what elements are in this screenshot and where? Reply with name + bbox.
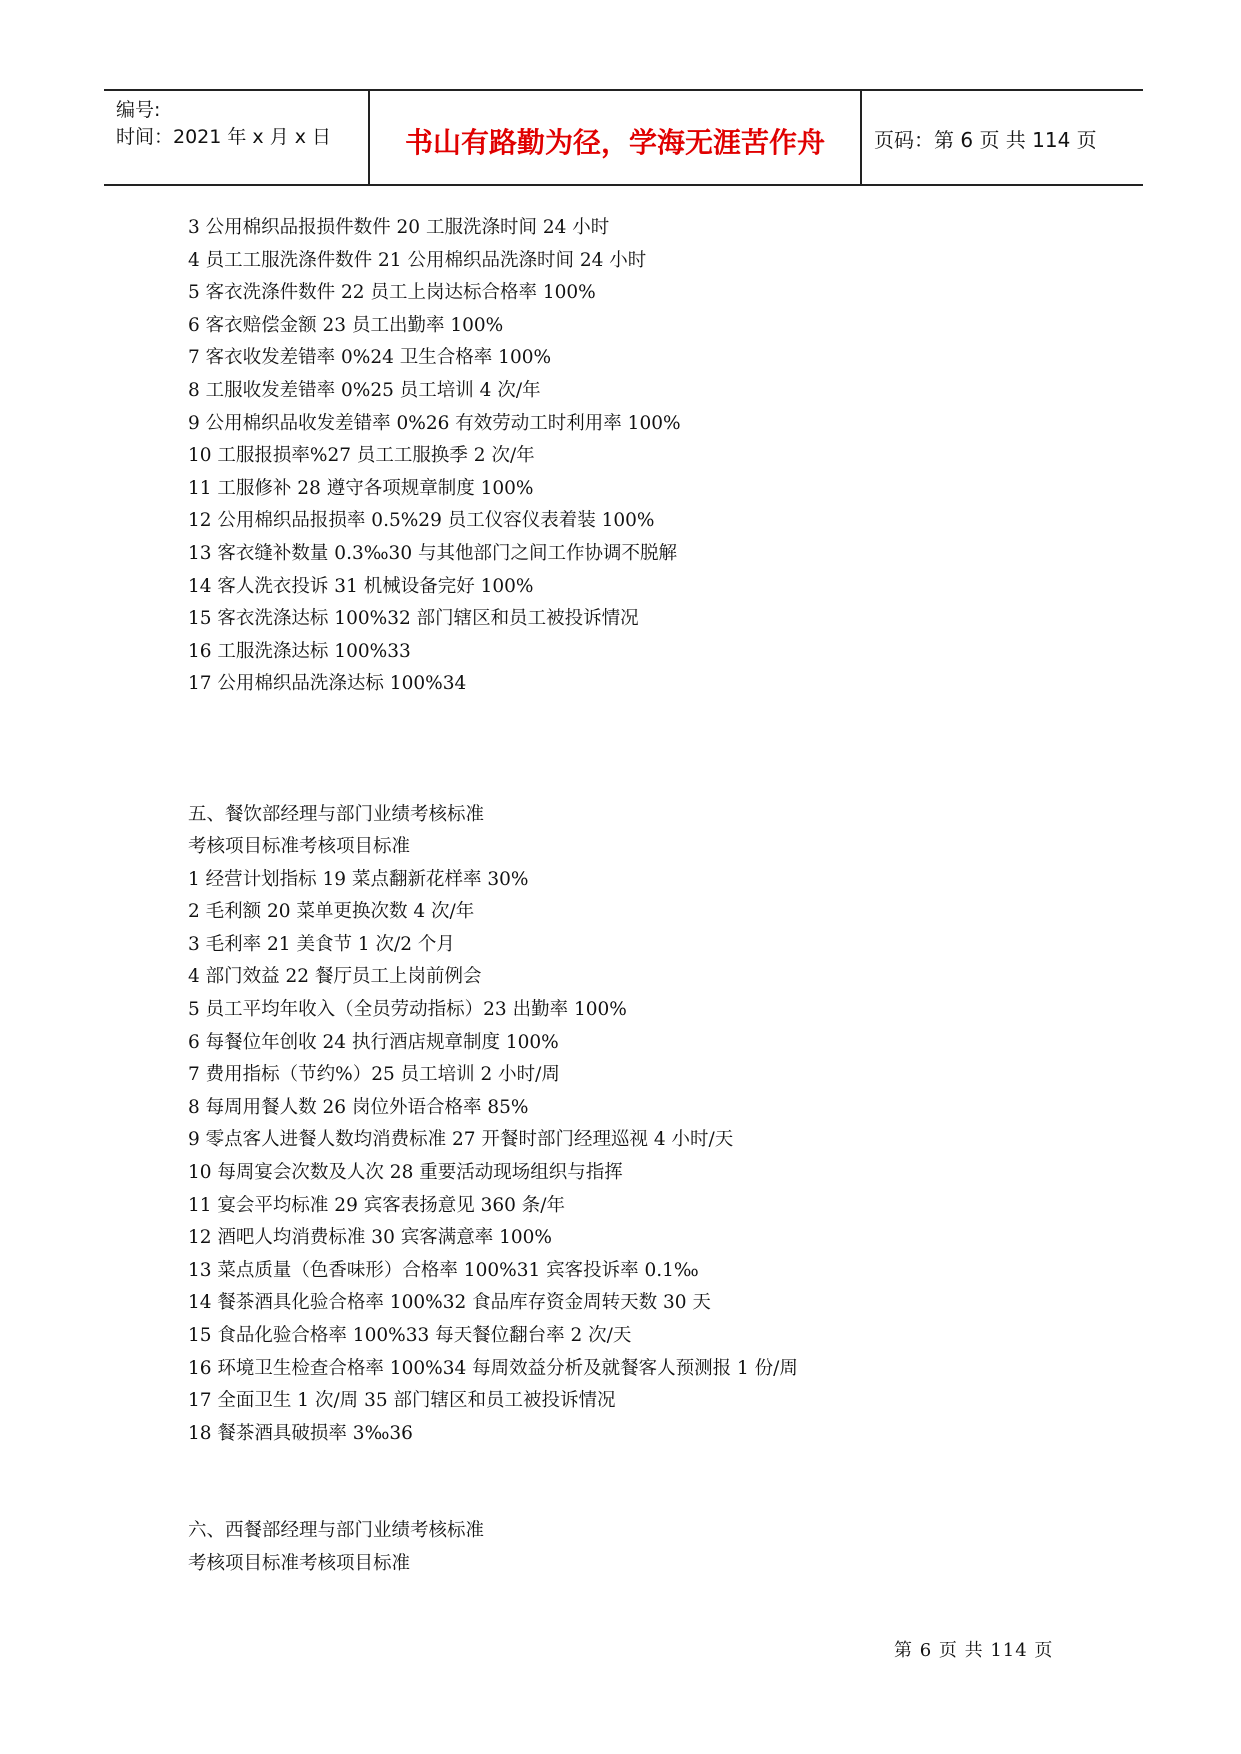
list-item: 7 客衣收发差错率 0%24 卫生合格率 100%: [188, 347, 552, 369]
list-item: 13 菜点质量（色香味形）合格率 100%31 宾客投诉率 0.1‰: [188, 1259, 699, 1281]
list-item: 11 宴会平均标准 29 宾客表扬意见 360 条/年: [188, 1194, 566, 1216]
list-item: 5 客衣洗涤件数件 22 员工上岗达标合格率 100%: [188, 282, 596, 304]
list-item: 15 食品化验合格率 100%33 每天餐位翻台率 2 次/天: [188, 1325, 632, 1346]
list-item: 17 全面卫生 1 次/周 35 部门辖区和员工被投诉情况: [188, 1390, 616, 1412]
section-subtitle: 考核项目标准考核项目标准: [188, 836, 411, 858]
section-subtitle: 考核项目标准考核项目标准: [188, 1552, 411, 1574]
list-item: 8 工服收发差错率 0%25 员工培训 4 次/年: [188, 379, 541, 401]
section-gap: [188, 1450, 1088, 1515]
list-item: 10 工服报损率%27 员工工服换季 2 次/年: [188, 445, 535, 467]
section-6: [188, 1515, 1088, 1580]
header-page-code: 页码：第 6 页 共 114 页: [874, 128, 1097, 152]
section-gap: [188, 766, 1088, 799]
page-footer: 第 6 页 共 114 页: [894, 1640, 1054, 1661]
list-item: 10 每周宴会次数及人次 28 重要活动现场组织与指挥: [188, 1162, 623, 1184]
section-4-list: [188, 212, 1088, 701]
list-item: 14 客人洗衣投诉 31 机械设备完好 100%: [188, 575, 534, 597]
list-item: 18 餐茶酒具破损率 3‰36: [188, 1422, 413, 1444]
list-item: 15 客衣洗涤达标 100%32 部门辖区和员工被投诉情况: [188, 608, 639, 630]
section-5: [188, 799, 1088, 1451]
list-item: 17 公用棉织品洗涤达标 100%34: [188, 673, 467, 695]
list-item: 14 餐茶酒具化验合格率 100%32 食品库存资金周转天数 30 天: [188, 1292, 711, 1314]
section-title: 六、西餐部经理与部门业绩考核标准: [188, 1520, 485, 1542]
list-item: 9 零点客人进餐人数均消费标准 27 开餐时部门经理巡视 4 小时/天: [188, 1129, 734, 1151]
list-item: 12 公用棉织品报损率 0.5%29 员工仪容仪表着装 100%: [188, 510, 655, 532]
list-item: 7 费用指标（节约%）25 员工培训 2 小时/周: [188, 1064, 560, 1086]
list-item: 16 环境卫生检查合格率 100%34 每周效益分析及就餐客人预测报 1 份/周: [188, 1357, 798, 1379]
list-item: 16 工服洗涤达标 100%33: [188, 640, 411, 662]
document-body: [188, 212, 1088, 1581]
section-gap: [188, 701, 1088, 766]
list-item: 2 毛利额 20 菜单更换次数 4 次/年: [188, 901, 475, 923]
page-header: [104, 89, 1143, 186]
document-number-label: 编号:: [116, 99, 161, 121]
list-item: 13 客衣缝补数量 0.3‰30 与其他部门之间工作协调不脱解: [188, 542, 677, 564]
list-item: 3 毛利率 21 美食节 1 次/2 个月: [188, 933, 455, 955]
list-item: 9 公用棉织品收发差错率 0%26 有效劳动工时利用率 100%: [188, 412, 681, 434]
list-item: 1 经营计划指标 19 菜点翻新花样率 30%: [188, 868, 529, 890]
header-motto-cell: [368, 91, 862, 184]
header-motto: 书山有路勤为径，学海无涯苦作舟: [404, 126, 825, 159]
list-item: 3 公用棉织品报损件数件 20 工服洗涤时间 24 小时: [188, 217, 610, 238]
list-item: 6 客衣赔偿金额 23 员工出勤率 100%: [188, 314, 504, 336]
list-item: 4 部门效益 22 餐厅员工上岗前例会: [188, 966, 482, 988]
list-item: 5 员工平均年收入（全员劳动指标）23 出勤率 100%: [188, 999, 627, 1021]
list-item: 11 工服修补 28 遵守各项规章制度 100%: [188, 477, 534, 499]
document-time-label: 时间：2021 年 x 月 x 日: [116, 126, 332, 148]
list-item: 12 酒吧人均消费标准 30 宾客满意率 100%: [188, 1227, 552, 1249]
section-title: 五、餐饮部经理与部门业绩考核标准: [188, 803, 485, 825]
list-item: 4 员工工服洗涤件数件 21 公用棉织品洗涤时间 24 小时: [188, 249, 647, 271]
header-page-cell: [860, 91, 1143, 184]
list-item: 6 每餐位年创收 24 执行酒店规章制度 100%: [188, 1031, 559, 1053]
list-item: 8 每周用餐人数 26 岗位外语合格率 85%: [188, 1096, 529, 1118]
header-info-cell: [104, 91, 368, 184]
